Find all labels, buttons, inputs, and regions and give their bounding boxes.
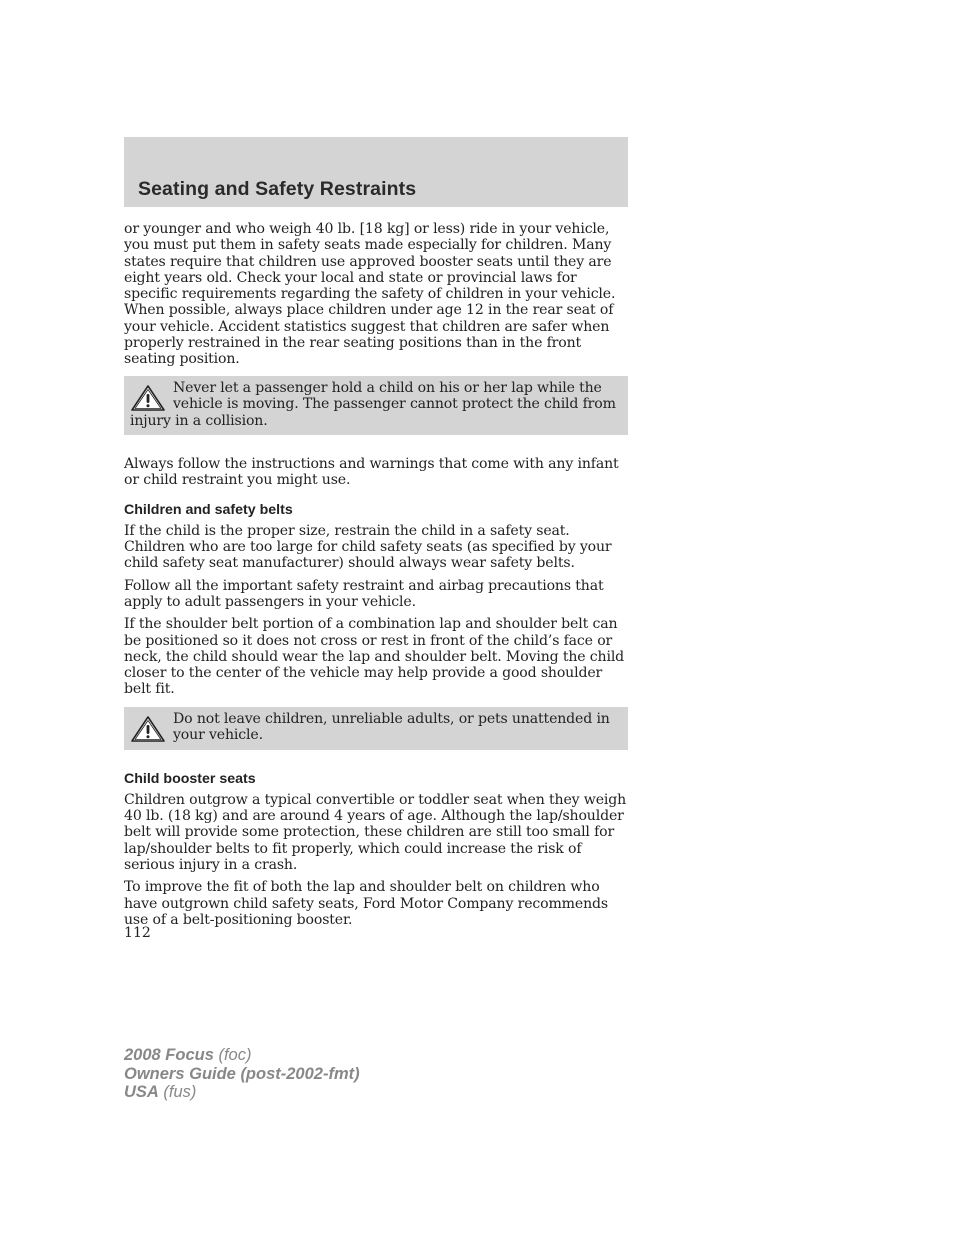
proper-size-paragraph: If the child is the proper size, restrain the child in a safety seat. Children who are too large for child safety seats (as specified by your child safety seat manufacturer) should always wear safety belts. <box>124 522 612 572</box>
footer-market-code: (fus) <box>158 1083 197 1101</box>
footer-line-model <box>124 1046 360 1065</box>
warning-triangle-icon <box>130 384 166 412</box>
children-belts-heading: Children and safety belts <box>124 501 293 518</box>
page-content <box>124 221 628 934</box>
lap-warning-text: Never let a passenger hold a child on his or her lap while the vehicle is moving. The passenger cannot protect the child from injury in a collision. <box>130 379 616 429</box>
document-footer <box>124 1046 360 1102</box>
improve-fit-paragraph: To improve the fit of both the lap and shoulder belt on children who have outgrown child safety seats, Ford Motor Company recommends use of a belt-positioning booster. <box>124 879 608 928</box>
follow-instructions-paragraph: Always follow the instructions and warnings that come with any infant or child restraint you might use. <box>124 456 619 489</box>
footer-guide-name: Owners Guide (post-2002-fmt) <box>124 1064 360 1083</box>
shoulder-belt-paragraph: If the shoulder belt portion of a combination lap and shoulder belt can be positioned so it does not cross or rest in front of the child’s face or neck, the child should wear the lap and shoulder belt. Moving the child closer to the center of the vehicle may help provide a good shoulder belt fit. <box>124 616 625 698</box>
unattended-warning-box <box>124 707 628 750</box>
footer-market-name: USA <box>124 1083 159 1101</box>
section-header-band <box>124 137 628 207</box>
unattended-warning-text: Do not leave children, unreliable adults, or pets unattended in your vehicle. <box>173 710 610 744</box>
lap-warning-box <box>124 376 628 436</box>
precautions-paragraph: Follow all the important safety restraint and airbag precautions that apply to adult passengers in your vehicle. <box>124 577 604 610</box>
booster-seats-heading: Child booster seats <box>124 770 256 787</box>
footer-model-name: 2008 Focus <box>124 1046 214 1064</box>
footer-line-guide <box>124 1065 360 1084</box>
section-title: Seating and Safety Restraints <box>138 178 417 200</box>
intro-paragraph: or younger and who weigh 40 lb. [18 kg] or less) ride in your vehicle, you must put them in safety seats made especially for children. Many states require that children use approved booster seats until they are eight years old. Check your local and state or provincial laws for specific requirements regarding the safety of children in your vehicle. When possible, always place children under age 12 in the rear seat of your vehicle. Accident statistics suggest that children are safer when properly restrained in the rear seating positions than in the front seating position. <box>124 221 616 368</box>
footer-model-code: (foc) <box>213 1046 252 1064</box>
outgrow-paragraph: Children outgrow a typical convertible or toddler seat when they weigh 40 lb. (18 kg) and are around 4 years of age. Although the lap/shoulder belt will provide some protection, these children are still too small for lap/shoulder belts to fit properly, which could increase the risk of serious injury in a crash. <box>124 791 627 873</box>
page-number: 112 <box>124 925 151 941</box>
warning-triangle-icon <box>130 715 166 743</box>
footer-line-market <box>124 1083 360 1102</box>
